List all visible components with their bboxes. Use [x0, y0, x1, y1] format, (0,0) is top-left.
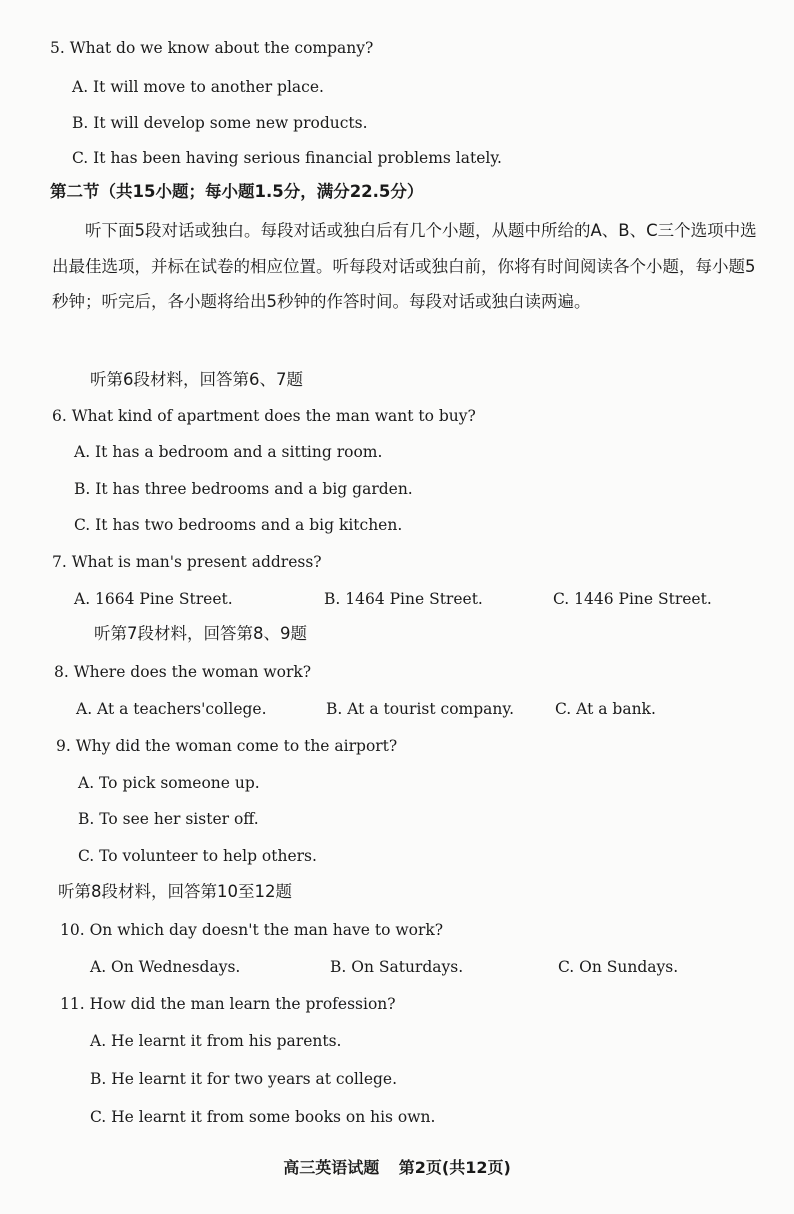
- q6-option-c: C. It has two bedrooms and a big kitchen.: [74, 516, 403, 534]
- section-heading: 第二节（共15小题；每小题1.5分，满分22.5分）: [50, 182, 424, 201]
- q11-option-b: B. He learnt it for two years at college.: [90, 1070, 398, 1088]
- q7-option-c: C. 1446 Pine Street.: [553, 590, 712, 608]
- q8-option-a: A. At a teachers'college.: [76, 700, 267, 718]
- q10-option-b: B. On Saturdays.: [330, 958, 464, 976]
- q6-question: 6. What kind of apartment does the man want to buy?: [52, 407, 476, 425]
- q11-option-c: C. He learnt it from some books on his own.: [90, 1108, 436, 1126]
- q6-option-a: A. It has a bedroom and a sitting room.: [74, 443, 383, 461]
- q5-option-c: C. It has been having serious financial problems lately.: [72, 149, 502, 167]
- section-instructions: 听下面5段对话或独白。每段对话或独白后有几个小题，从题中所给的A、B、C三个选项中选出最佳选项，并标在试卷的相应位置。听每段对话或独白前，你将有时间阅读各个小题，每小题5秒钟；听完后，各小题将给出5秒钟的作答时间。每段对话或独白读两遍。: [52, 221, 757, 311]
- footer-page-number: 第2页(共12页): [398, 1158, 511, 1177]
- q6-option-b: B. It has three bedrooms and a big garden.: [74, 480, 413, 498]
- material-8-label: 听第8段材料，回答第10至12题: [58, 882, 292, 901]
- q10-question: 10. On which day doesn't the man have to work?: [60, 921, 444, 939]
- q7-option-b: B. 1464 Pine Street.: [324, 590, 483, 608]
- q11-option-a: A. He learnt it from his parents.: [90, 1032, 342, 1050]
- material-6-label: 听第6段材料，回答第6、7题: [90, 370, 303, 389]
- q7-option-a: A. 1664 Pine Street.: [74, 590, 233, 608]
- q5-question: 5. What do we know about the company?: [50, 39, 374, 57]
- q9-option-a: A. To pick someone up.: [78, 774, 260, 792]
- q5-option-b: B. It will develop some new products.: [72, 114, 368, 132]
- material-7-label: 听第7段材料，回答第8、9题: [94, 624, 307, 643]
- footer-title: 高三英语试题: [283, 1158, 380, 1177]
- q7-question: 7. What is man's present address?: [52, 553, 322, 571]
- q9-option-b: B. To see her sister off.: [78, 810, 259, 828]
- q9-question: 9. Why did the woman come to the airport?: [56, 737, 398, 755]
- q10-option-a: A. On Wednesdays.: [90, 958, 241, 976]
- q8-option-c: C. At a bank.: [555, 700, 656, 718]
- q8-option-b: B. At a tourist company.: [326, 700, 514, 718]
- q5-option-a: A. It will move to another place.: [72, 78, 324, 96]
- q8-question: 8. Where does the woman work?: [54, 663, 312, 681]
- page-footer: [0, 1155, 794, 1178]
- q11-question: 11. How did the man learn the profession?: [60, 995, 396, 1013]
- q10-option-c: C. On Sundays.: [558, 958, 679, 976]
- q9-option-c: C. To volunteer to help others.: [78, 847, 317, 865]
